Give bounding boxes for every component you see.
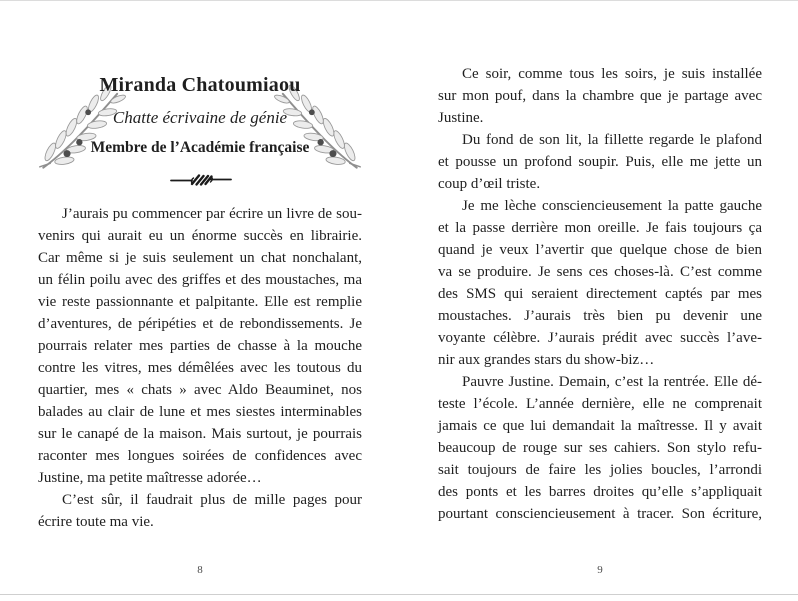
author-affiliation: Membre de l’Académie française — [90, 139, 310, 156]
text-line: des ponts et les barres droites qu’elle s’appliquait — [438, 484, 762, 500]
text-line: quartier, mes « chats » avec Aldo Beauminet, nos — [38, 382, 362, 398]
text-line: contre les vitres, mes démêlées avec les toutous du — [38, 360, 362, 376]
text-line: d’aventures, de péripéties et de rebondissements. Je — [38, 316, 362, 332]
text-line: Car même si je suis seulement un chat nonchalant, — [38, 250, 362, 266]
text-line: jamais ce que lui demandait la maîtresse. Il y avait — [438, 418, 762, 434]
text-line: Pauvre Justine. Demain, c’est la rentrée. Elle dé- — [462, 374, 762, 390]
text-line: raconter mes longues soirées de confidences avec — [38, 448, 362, 464]
text-line: Du fond de son lit, la fillette regarde le plafond — [462, 132, 762, 148]
text-line: teste l’école. L’année dernière, elle ne comprenait — [438, 396, 762, 412]
text-line: sur mon pouf, dans la chambre que je partage avec — [438, 88, 762, 104]
text-line: beaucoup de rouge sur ses cahiers. Son stylo refu- — [438, 440, 762, 456]
text-line: et la passe derrière mon oreille. Je fais toujours ça — [438, 220, 762, 236]
text-line: quand je veux l’avertir que quelque chose de bien — [438, 242, 762, 258]
text-line: Justine. — [438, 110, 484, 126]
text-line: moustaches. J’aurais très bien pu devenir une — [438, 308, 762, 324]
text-line: va se produire. Je sens ces choses-là. C’est comme — [438, 264, 762, 280]
text-line: Justine, ma petite maîtresse adorée… — [38, 470, 262, 486]
author-name-heading: Miranda Chatoumiaou — [99, 74, 301, 96]
text-line: coup d’œil triste. — [438, 176, 541, 192]
text-line: Je me lèche consciencieusement la patte gauche — [462, 198, 762, 214]
text-line: sait toujours de faire les jolies boucles, l’arrondi — [438, 462, 762, 478]
text-line: voyante célèbre. J’aurais prédit avec succès l’ave- — [438, 330, 762, 346]
text-line: vie reste passionnante et palpitante. Elle est remplie — [38, 294, 362, 310]
text-line: des SMS qui seraient directement captés par mes — [438, 286, 762, 302]
right-page-body-text — [438, 63, 762, 525]
text-line: balades au clair de lune et mes siestes interminables — [38, 404, 362, 420]
text-line: pourrais relater mes parties de chasse à la mouche — [38, 338, 362, 354]
text-line: pourtant consciencieusement à tracer. Son écriture, — [438, 506, 762, 522]
top-edge-rule — [0, 0, 798, 1]
text-line: sur le canapé de la maison. Mais surtout, je pourrais — [38, 426, 362, 442]
olive-branch-left-icon — [38, 84, 126, 174]
text-line: un félin poilu avec des griffes et des moustaches, ma — [38, 272, 362, 288]
text-line: et pousse un profond soupir. Puis, elle me jette un — [438, 154, 762, 170]
bottom-edge-rule — [0, 594, 798, 595]
left-page-body-text — [38, 203, 362, 533]
text-line: Ce soir, comme tous les soirs, je suis installée — [462, 66, 762, 82]
text-line: J’aurais pu commencer par écrire un livre de sou- — [62, 206, 362, 222]
olive-branch-right-icon — [274, 84, 362, 174]
text-line: nir aux grandes stars du show-biz… — [438, 352, 655, 368]
text-line: venirs qui aurait eu un énorme succès en librairie. — [38, 228, 362, 244]
text-line: écrire toute ma vie. — [38, 514, 154, 530]
rope-twist-divider-icon — [169, 171, 233, 189]
page-number-right: 9 — [597, 564, 603, 576]
author-subtitle: Chatte écrivaine de génie — [112, 108, 288, 127]
page-number-left: 8 — [197, 564, 203, 576]
text-line: C’est sûr, il faudrait plus de mille pages pour — [62, 492, 362, 508]
